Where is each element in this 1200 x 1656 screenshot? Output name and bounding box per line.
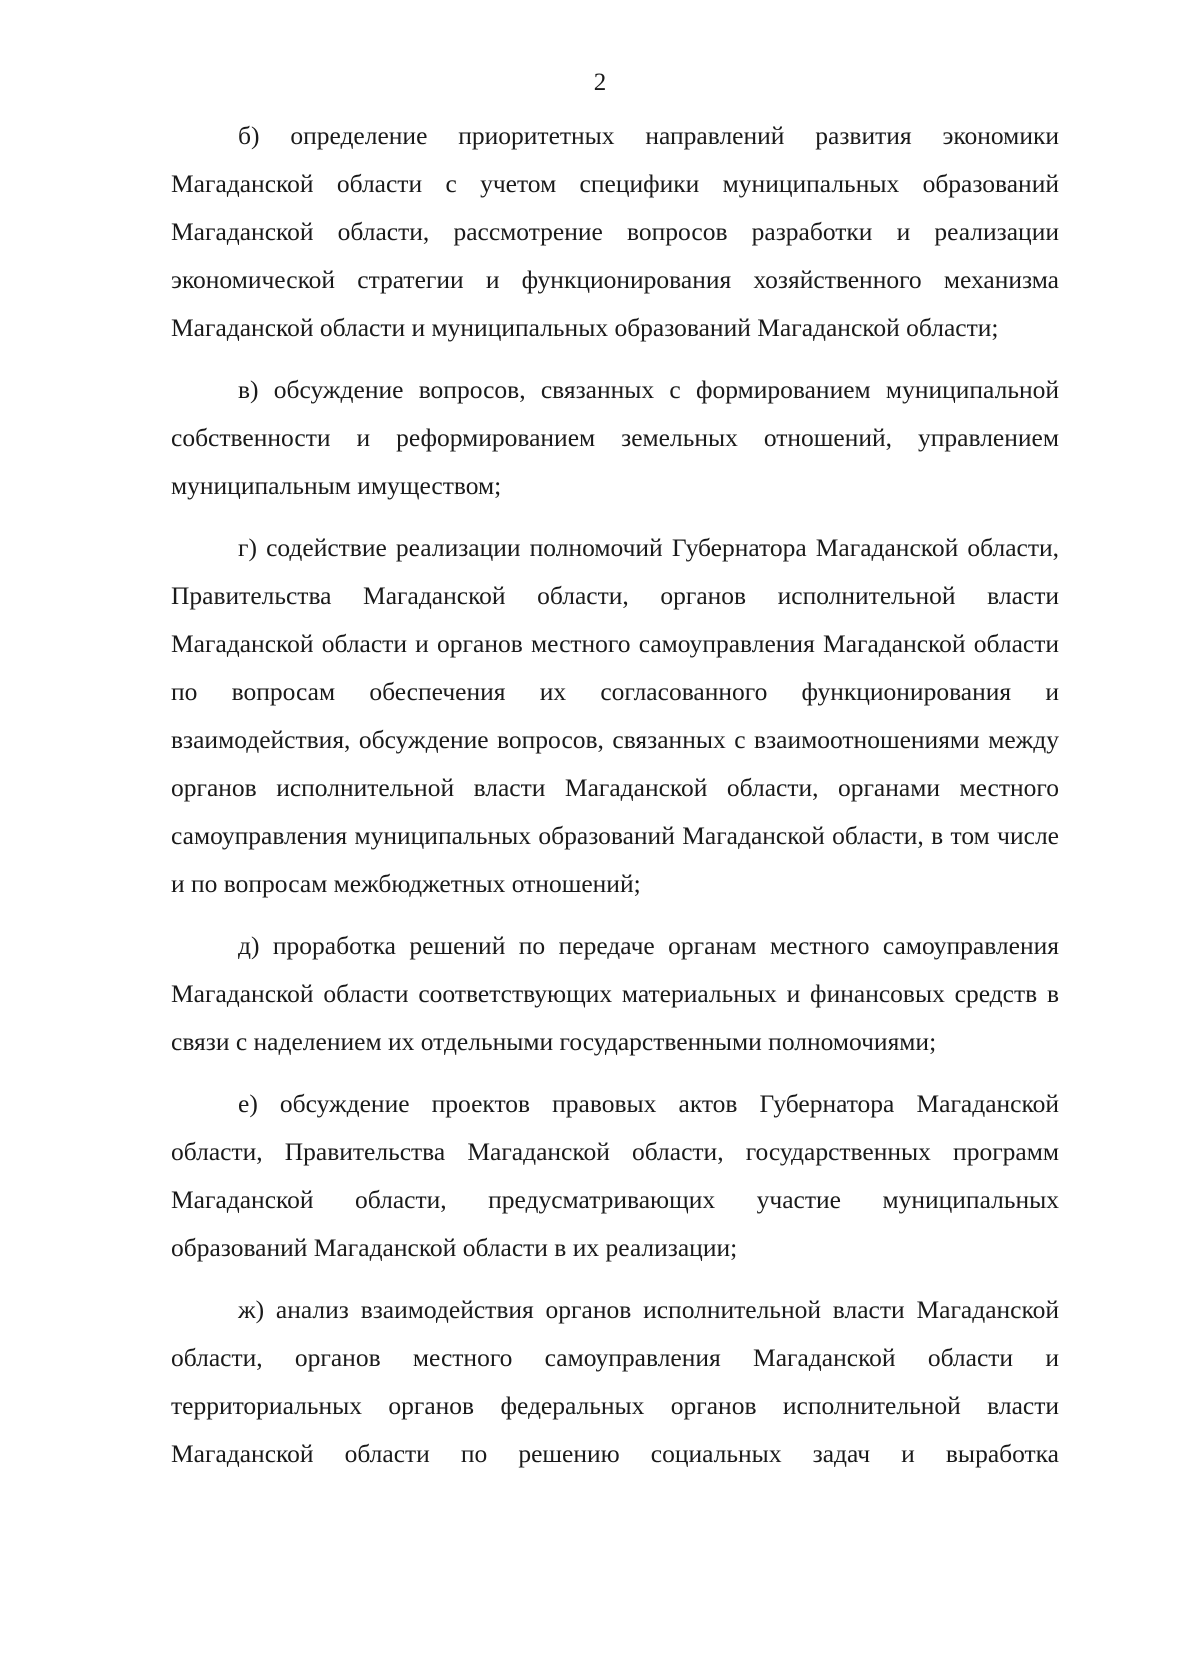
paragraph-e: е) обсуждение проектов правовых актов Губернатора Магаданской области, Правительства Магаданской области, государственных программ Магаданской области, предусматривающих участие муниципальных образований Магаданской области в их реализации;	[171, 1089, 1059, 1262]
paragraph-b: б) определение приоритетных направлений развития экономики Магаданской области с учетом специфики муниципальных образований Магаданской области, рассмотрение вопросов разработки и реализации экономической стратегии и функционирования хозяйственного механизма Магаданской области и муниципальных образований Магаданской области;	[171, 121, 1059, 342]
paragraph-v: в) обсуждение вопросов, связанных с формированием муниципальной собственности и реформированием земельных отношений, управлением муниципальным имуществом;	[171, 375, 1059, 500]
document-body	[171, 112, 1059, 1478]
paragraph-zh: ж) анализ взаимодействия органов исполнительной власти Магаданской области, органов местного самоуправления Магаданской области и территориальных органов федеральных органов исполнительной власти Магаданской области по решению социальных задач и выработка	[171, 1295, 1059, 1468]
paragraph-d: д) проработка решений по передаче органам местного самоуправления Магаданской области соответствующих материальных и финансовых средств в связи с наделением их отдельными государственными полномочиями;	[171, 931, 1059, 1056]
page-number: 2	[593, 69, 607, 96]
paragraph-g: г) содействие реализации полномочий Губернатора Магаданской области, Правительства Магаданской области, органов исполнительной власти Магаданской области и органов местного самоуправления Магаданской области по вопросам обеспечения их согласованного функционирования и взаимодействия, обсуждение вопросов, связанных с взаимоотношениями между органов исполнительной власти Магаданской области, органами местного самоуправления муниципальных образований Магаданской области, в том числе и по вопросам межбюджетных отношений;	[171, 533, 1059, 898]
